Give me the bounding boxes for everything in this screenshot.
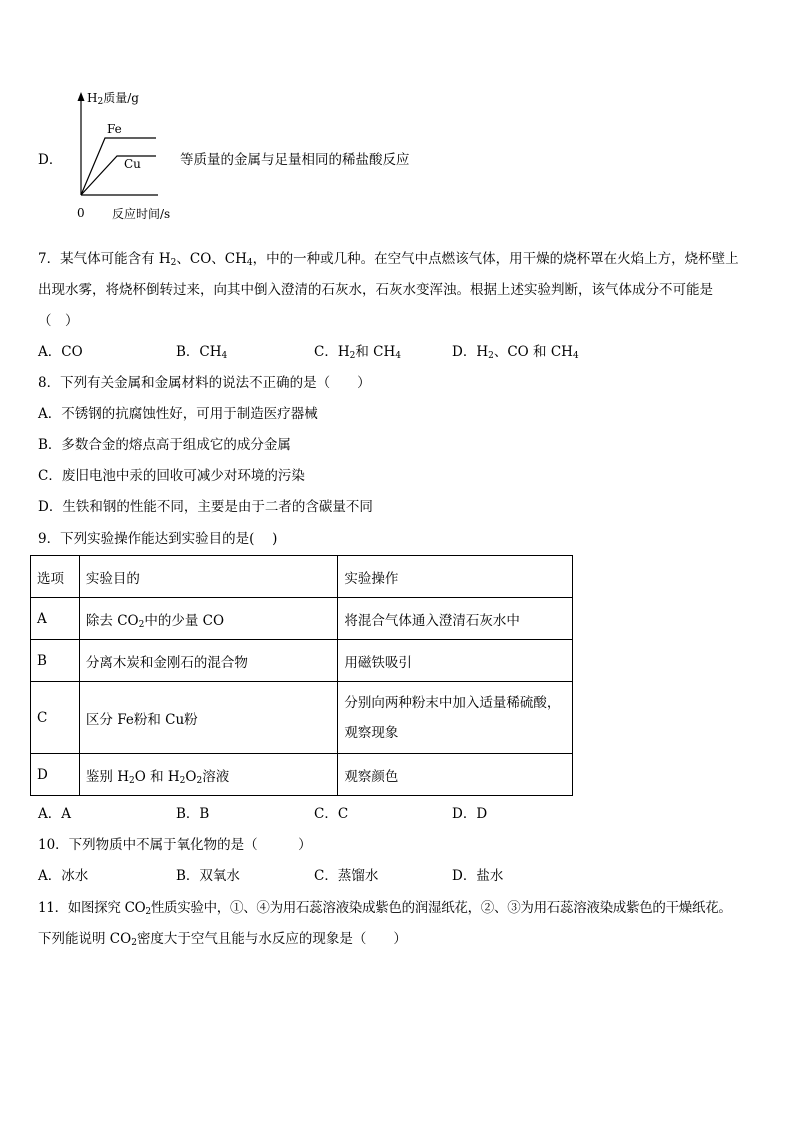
q10-option-b: B．双氧水 (176, 868, 240, 884)
q6-option-d-label: D． (38, 152, 63, 168)
q8-option-b: B．多数合金的熔点高于组成它的成分金属 (38, 437, 291, 453)
q7-option-c: C．$H_2$和 $CH_4$ (314, 344, 401, 361)
row-option: B (31, 640, 80, 682)
fe-series-label: Fe (107, 122, 122, 136)
header-operation: 实验操作 (338, 556, 573, 598)
q7-option-d: D．$H_2$、CO 和 $CH_4$ (452, 344, 579, 361)
q9-stem: 9．下列实验操作能达到实验目的是( ) (38, 531, 278, 547)
row-goal: 区分 Fe粉和 Cu粉 (79, 682, 338, 754)
fe-curve (81, 138, 156, 195)
cu-series-label: Cu (124, 157, 141, 171)
x-axis-label: 反应时间/s (112, 207, 171, 221)
table-header-row (31, 556, 573, 598)
header-option: 选项 (31, 556, 80, 598)
row-operation: 将混合气体通入澄清石灰水中 (338, 598, 573, 640)
q9-option-a: A．A (38, 806, 71, 822)
row-operation: 观察颜色 (338, 754, 573, 796)
table-row (31, 682, 573, 754)
q7-stem-line2: 出现水雾，将烧杯倒转过来，向其中倒入澄清的石灰水，石灰水变浑浊。根据上述实验判断，该气体成分不可能是 (38, 282, 713, 298)
row-goal: 分离木炭和金刚石的混合物 (79, 640, 338, 682)
row-option: A (31, 598, 80, 640)
row-operation: 分别向两种粉末中加入适量稀硫酸， 观察现象 (338, 682, 573, 754)
q10-option-c: C．蒸馏水 (314, 868, 379, 884)
origin-label: 0 (77, 206, 85, 220)
row-operation: 用磁铁吸引 (338, 640, 573, 682)
q7-option-b: B．$CH_4$ (176, 344, 228, 361)
q9-option-b: B．B (176, 806, 210, 822)
cu-curve (81, 156, 156, 195)
q10-stem: 10．下列物质中不属于氧化物的是（ ） (38, 837, 312, 853)
q8-option-c: C．废旧电池中汞的回收可减少对环境的污染 (38, 468, 305, 484)
q9-option-c: C．C (314, 806, 349, 822)
row-goal: 鉴别 $H_2O$ 和 $H_2O_2$溶液 (79, 754, 338, 796)
q7-stem-line1: 7．某气体可能含有 $H_2$、CO、$CH_4$，中的一种或几种。在空气中点燃该气体，用干燥的烧杯罩在火焰上方，烧杯壁上 (38, 251, 739, 268)
q11-stem-line1: 11．如图探究 $CO_2$性质实验中，①、④为用石蕊溶液染成紫色的润湿纸花，②、③为用石蕊溶液染成紫色的干燥纸花。 (38, 900, 732, 917)
q10-option-a: A．冰水 (38, 868, 89, 884)
q8-stem: 8．下列有关金属和金属材料的说法不正确的是（ ） (38, 375, 371, 391)
q9-option-d: D．D (452, 806, 488, 822)
q7-option-a: A．CO (38, 344, 83, 360)
q8-option-a: A．不锈钢的抗腐蚀性好，可用于制造医疗器械 (38, 406, 318, 422)
q11-stem-line2: 下列能说明 $CO_2$密度大于空气且能与水反应的现象是（ ） (38, 931, 407, 948)
table-row (31, 640, 573, 682)
row-option: C (31, 682, 80, 754)
table-row (31, 598, 573, 640)
q10-option-d: D．盐水 (452, 868, 504, 884)
y-axis-label: $H_2$质量/g (87, 91, 139, 107)
q8-option-d: D．生铁和钢的性能不同，主要是由于二者的含碳量不同 (38, 499, 373, 515)
table-row (31, 754, 573, 796)
q7-stem-line3: （ ） (38, 313, 79, 329)
row-goal: 除去 $CO_2$中的少量 CO (79, 598, 338, 640)
row-option: D (31, 754, 80, 796)
q6-option-d-caption: 等质量的金属与足量相同的稀盐酸反应 (180, 152, 410, 168)
header-goal: 实验目的 (79, 556, 338, 598)
y-axis-arrow (78, 92, 85, 101)
q9-table (30, 555, 573, 796)
